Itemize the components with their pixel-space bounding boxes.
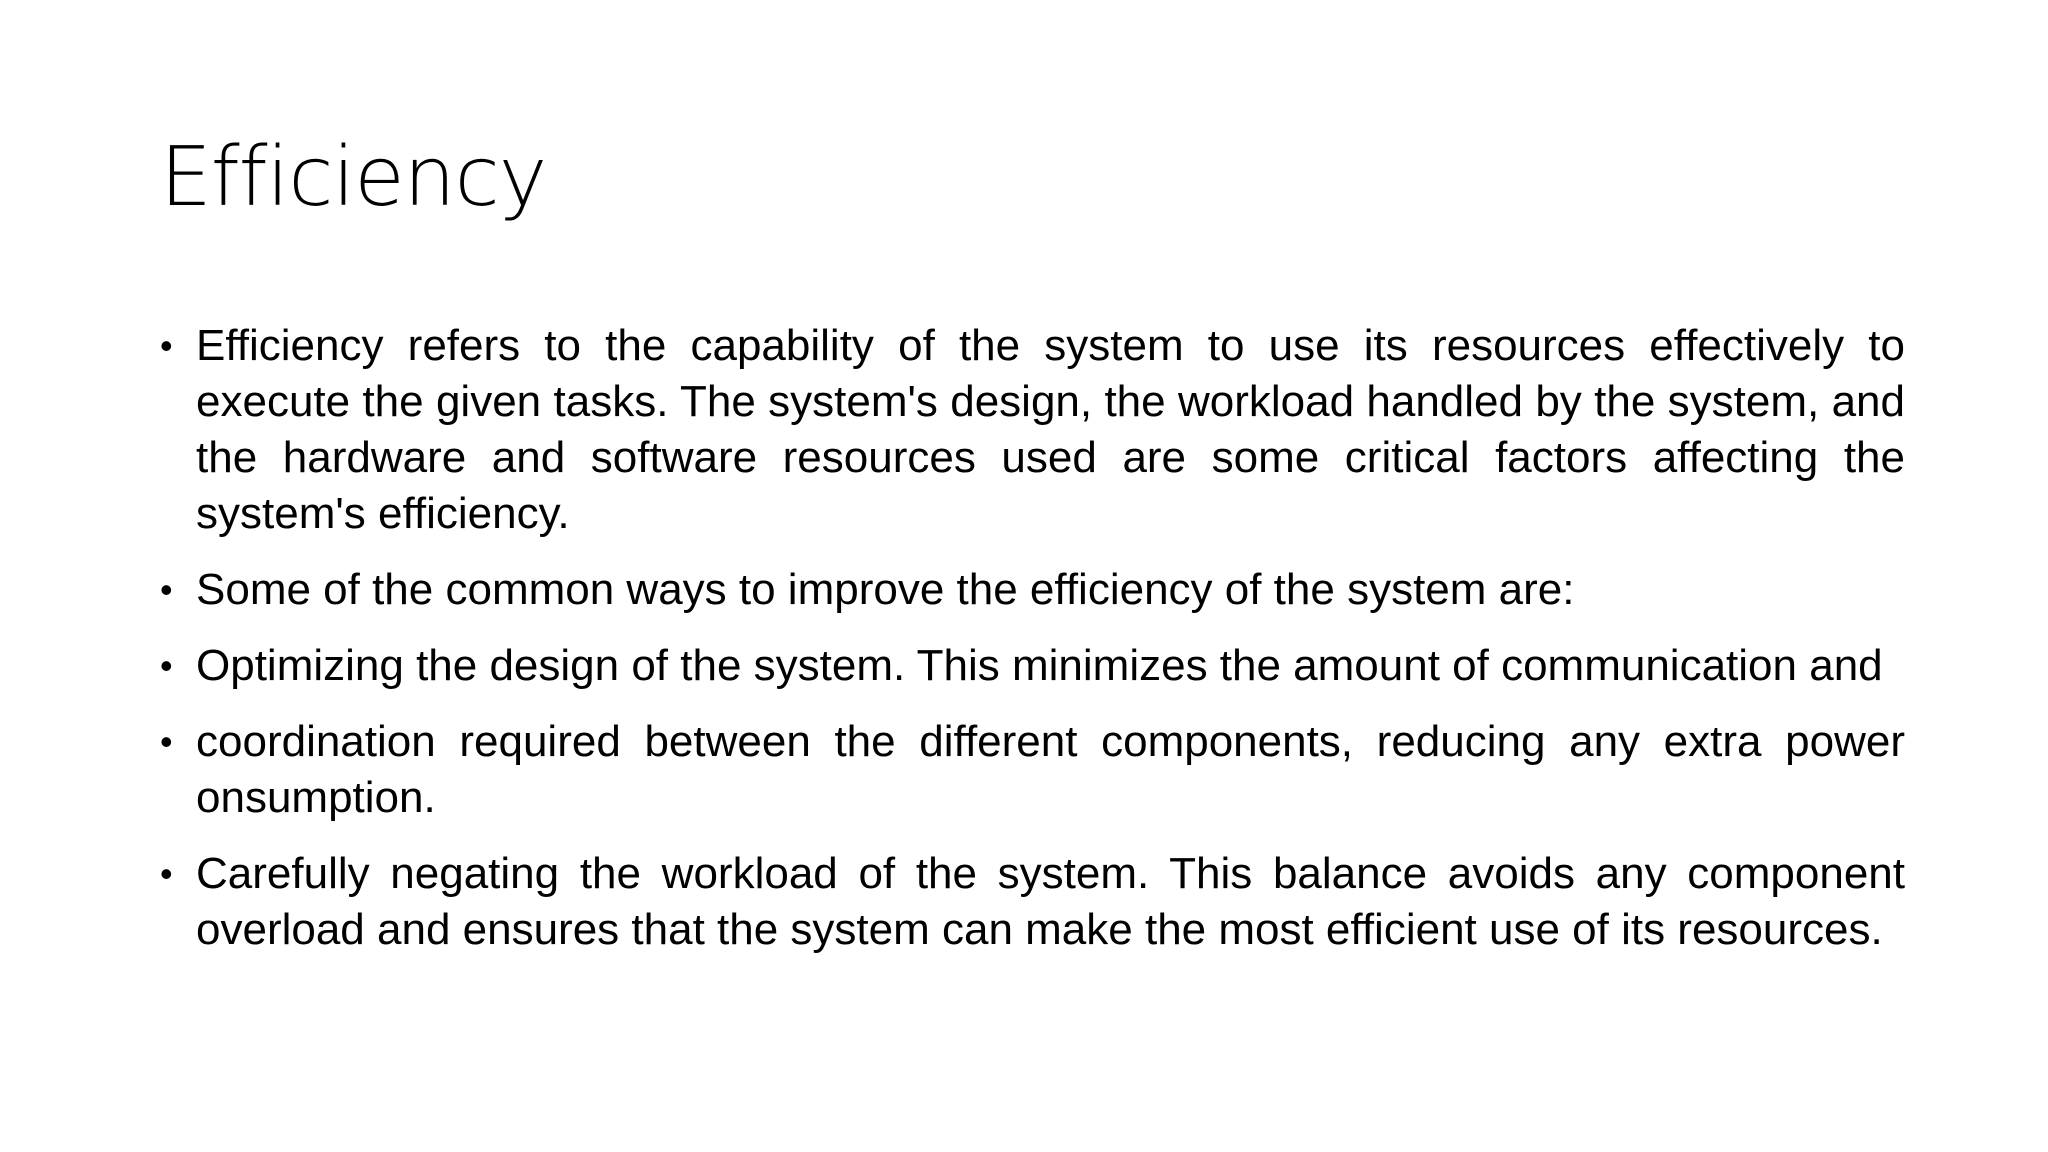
bullet-item [160, 318, 1905, 542]
bullet-icon: • [160, 853, 173, 894]
bullet-list [160, 318, 1905, 978]
bullet-icon: • [160, 569, 173, 610]
bullet-text: Efficiency refers to the capability of the system to use its resources effectively to execute the given tasks. The system's design, the workload handled by the system, and the hardware and software resources used are some critical factors affecting the system's efficiency. [196, 321, 1905, 538]
bullet-item [160, 714, 1905, 826]
slide-title: Efficiency [160, 130, 547, 225]
bullet-text: Some of the common ways to improve the efficiency of the system are: [196, 565, 1575, 614]
bullet-text: Optimizing the design of the system. This minimizes the amount of communication and [196, 641, 1883, 690]
bullet-text: Carefully negating the workload of the system. This balance avoids any component overload and ensures that the system can make the most efficient use of its resources. [196, 849, 1905, 954]
bullet-icon: • [160, 325, 173, 366]
bullet-item [160, 638, 1905, 694]
bullet-icon: • [160, 645, 173, 686]
bullet-item [160, 846, 1905, 958]
bullet-text: coordination required between the different components, reducing any extra power onsumption. [196, 717, 1905, 822]
bullet-item [160, 562, 1905, 618]
bullet-icon: • [160, 721, 173, 762]
